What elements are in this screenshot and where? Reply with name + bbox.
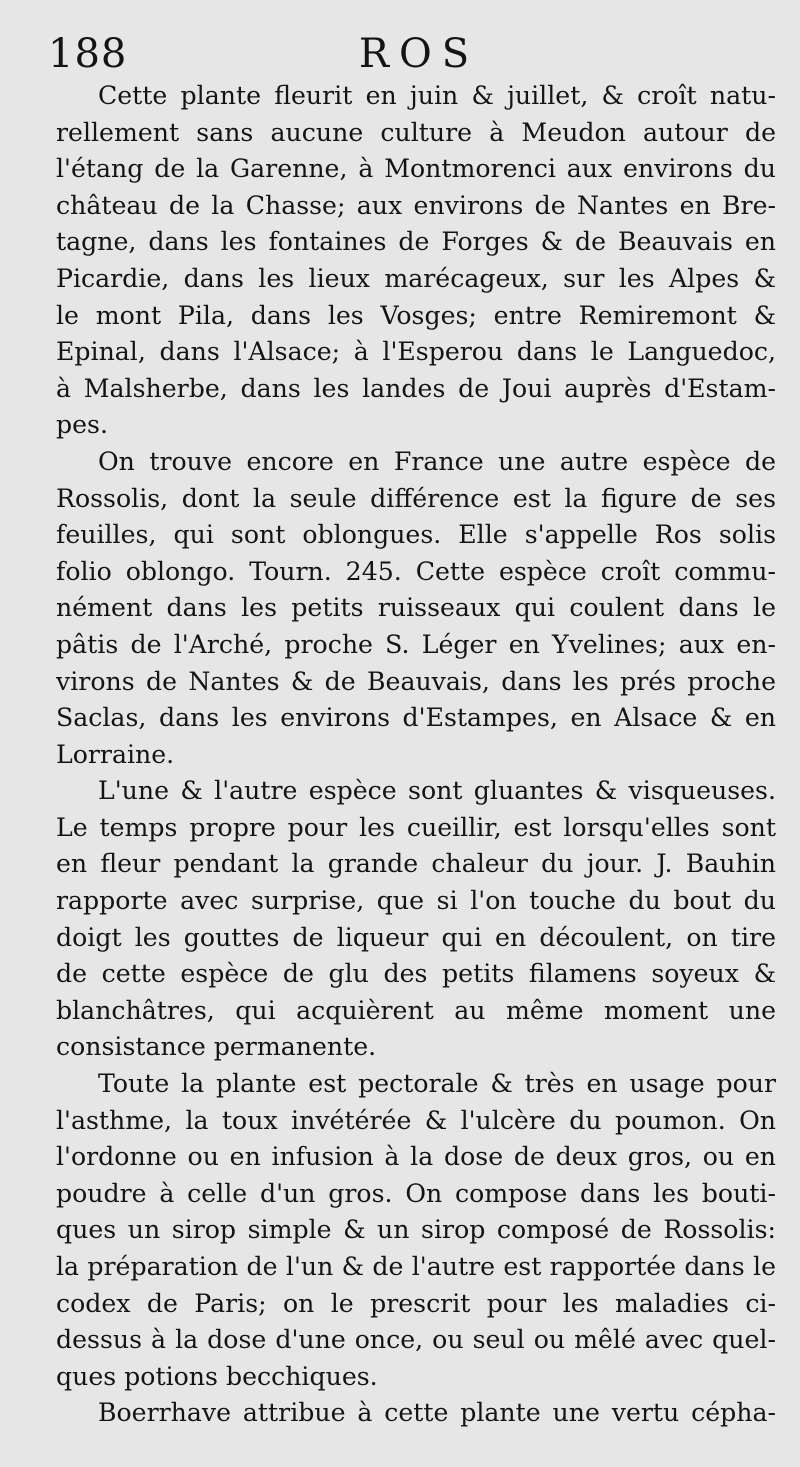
text-line: Rossolis, dont la seule différence est la figure de ses — [56, 483, 776, 513]
text-line: Boerrhave attribue à cette plante une vertu cépha- — [98, 1398, 776, 1428]
text-line: l'ordonne ou en infusion à la dose de deux gros, ou en — [56, 1142, 776, 1172]
text-line: Toute la plante est pectorale & très en usage pour — [98, 1069, 776, 1099]
paragraph-3 — [56, 773, 776, 1066]
text-line: l'asthme, la toux invétérée & l'ulcère du poumon. On — [56, 1105, 776, 1135]
text-line: virons de Nantes & de Beauvais, dans les prés proche — [56, 666, 776, 696]
text-line: folio oblongo. Tourn. 245. Cette espèce croît commu- — [56, 556, 776, 586]
text-line: Picardie, dans les lieux marécageux, sur les Alpes & — [56, 263, 776, 293]
text-line: Saclas, dans les environs d'Estampes, en Alsace & en — [56, 703, 776, 733]
text-line: poudre à celle d'un gros. On compose dans les bouti- — [56, 1178, 776, 1208]
text-line: en fleur pendant la grande chaleur du jour. J. Bauhin — [56, 849, 776, 879]
body-text — [56, 78, 776, 1432]
text-line: codex de Paris; on le prescrit pour les maladies ci- — [56, 1288, 776, 1318]
page-number: 188 — [48, 31, 128, 77]
text-line: feuilles, qui sont oblongues. Elle s'appelle Ros solis — [56, 520, 776, 550]
text-line: rapporte avec surprise, que si l'on touche du bout du — [56, 886, 776, 916]
text-line: de cette espèce de glu des petits filamens soyeux & — [56, 959, 776, 989]
text-line: le mont Pila, dans les Vosges; entre Remiremont & — [56, 300, 776, 330]
paragraph-1 — [56, 78, 776, 444]
text-line: château de la Chasse; aux environs de Nantes en Bre- — [56, 190, 776, 220]
paragraph-5 — [56, 1395, 776, 1432]
text-line: ques potions becchiques. — [56, 1361, 378, 1391]
text-line: On trouve encore en France une autre espèce de — [98, 446, 776, 476]
running-head: ROS — [358, 31, 480, 77]
text-line: Epinal, dans l'Alsace; à l'Esperou dans le Languedoc, — [56, 337, 776, 367]
text-line: blanchâtres, qui acquièrent au même moment une — [56, 995, 776, 1025]
text-line: rellement sans aucune culture à Meudon autour de — [56, 117, 776, 147]
text-line: tagne, dans les fontaines de Forges & de Beauvais en — [56, 227, 776, 257]
text-line: Cette plante fleurit en juin & juillet, & croît natu- — [98, 81, 776, 110]
text-line: Le temps propre pour les cueillir, est lorsqu'elles sont — [56, 812, 776, 842]
text-line: à Malsherbe, dans les landes de Joui auprès d'Estam- — [56, 373, 776, 403]
text-line: consistance permanente. — [56, 1032, 377, 1062]
text-line: l'étang de la Garenne, à Montmorenci aux environs du — [56, 154, 776, 184]
text-line: dessus à la dose d'une once, ou seul ou mêlé avec quel- — [56, 1325, 776, 1355]
paragraph-4 — [56, 1066, 776, 1395]
text-line: la préparation de l'un & de l'autre est rapportée dans le — [56, 1252, 776, 1281]
text-line: pâtis de l'Arché, proche S. Léger en Yvelines; aux en- — [56, 629, 776, 659]
text-line: doigt les gouttes de liqueur qui en découlent, on tire — [56, 922, 776, 952]
text-line: Lorraine. — [56, 739, 175, 769]
page-header — [48, 28, 760, 80]
text-line: L'une & l'autre espèce sont gluantes & visqueuses. — [98, 776, 776, 806]
text-line: nément dans les petits ruisseaux qui coulent dans le — [56, 593, 776, 623]
text-line: pes. — [56, 410, 108, 440]
paragraph-2 — [56, 444, 776, 773]
text-line: ques un sirop simple & un sirop composé de Rossolis: — [56, 1215, 776, 1245]
